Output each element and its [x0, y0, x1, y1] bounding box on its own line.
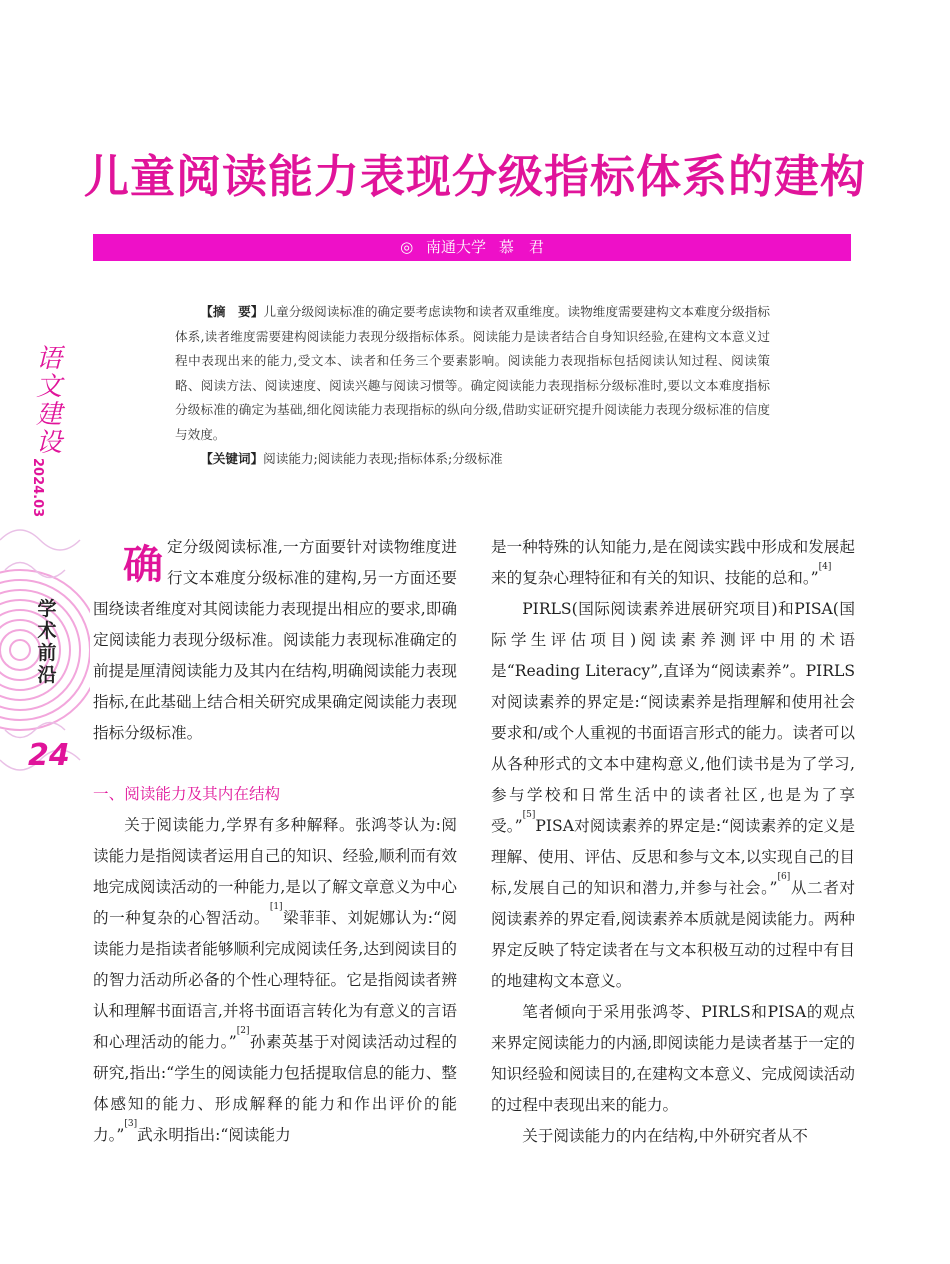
- author-name: 慕 君: [498, 238, 544, 256]
- intro-paragraph: [93, 532, 457, 749]
- body-paragraph: [93, 810, 457, 1151]
- keywords-text: 阅读能力;阅读能力表现;指标体系;分级标准: [263, 451, 503, 466]
- citation-ref: [1]: [269, 902, 283, 912]
- article-title: 儿童阅读能力表现分级指标体系的建构: [83, 150, 866, 203]
- paragraph-text: PISA对阅读素养的界定是:“阅读素养的定义是理解、使用、评估、反思和参与文本,以实现自己的目标,发展自己的知识和潜力,并参与社会。”: [491, 817, 855, 897]
- paragraph-text: 梁菲菲、刘妮娜认为:“阅读能力是指读者能够顺利完成阅读任务,达到阅读目的的智力活动所必备的个性心理特征。它是指阅读者辨认和理解书面语言,并将书面语言转化为有意义的言语和心理活动的能力。”: [93, 909, 457, 1051]
- body-paragraph: 关于阅读能力的内在结构,中外研究者从不: [522, 1127, 808, 1145]
- keywords-line: [175, 447, 770, 472]
- body-paragraph: [491, 594, 855, 997]
- paragraph-text: 关于阅读能力,学界有多种解释。张鸿苓认为:阅读能力是指阅读者运用自己的知识、经验,顺利而有效地完成阅读活动的一种能力,是以了解文章意义为中心的一种复杂的心智活动。: [93, 816, 457, 927]
- page-number: 24: [28, 738, 70, 773]
- paragraph-text: 从二者对阅读素养的界定看,阅读素养本质就是阅读能力。两种界定反映了特定读者在与文本积极互动的过程中有目的地建构文本意义。: [491, 879, 855, 990]
- intro-text: 定分级阅读标准,一方面要针对读物维度进行文本难度分级标准的建构,另一方面还要围绕读者维度对其阅读能力表现提出相应的要求,即确定阅读能力表现分级标准。阅读能力表现标准确定的前提是厘清阅读能力及其内在结构,明确阅读能力表现指标,在此基础上结合相关研究成果确定阅读能力表现指标分级标准。: [93, 538, 457, 742]
- abstract-label: 【摘 要】: [200, 304, 264, 319]
- paragraph-text: 是一种特殊的认知能力,是在阅读实践中形成和发展起来的复杂心理特征和有关的知识、技能的总和。”: [491, 538, 855, 587]
- body-paragraph: [491, 532, 855, 594]
- issue-date: 2024.03: [30, 458, 45, 518]
- journal-name-char: 设: [35, 428, 62, 458]
- paragraph-text: PIRLS(国际阅读素养进展研究项目)和PISA(国际学生评估项目)阅读素养测评中用的术语是“Reading Literacy”,直译为“阅读素养”。PIRLS对阅读素养的界定是:“阅读素养是指理解和使用社会要求和/或个人重视的书面语言形式的能力。读者可以从各种形式的文本中建构意义,他们读书是为了学习,参与学校和日常生活中的读者社区,也是为了享受。”: [491, 600, 855, 835]
- section-heading: 一、阅读能力及其内在结构: [93, 785, 281, 803]
- citation-ref: [3]: [124, 1119, 138, 1129]
- journal-name-char: 建: [35, 400, 62, 430]
- author-banner: [93, 234, 851, 261]
- abstract-block: [175, 300, 770, 472]
- drop-cap: 确: [123, 542, 163, 588]
- paragraph-text: 孙素英基于对阅读活动过程的研究,指出:“学生的阅读能力包括提取信息的能力、整体感知的能力、形成解释的能力和作出评价的能力。”: [93, 1033, 457, 1144]
- journal-name-char: 语: [35, 344, 62, 374]
- keywords-label: 【关键词】: [200, 451, 264, 466]
- body-column-right: [491, 532, 855, 1152]
- body-column-left: [93, 532, 457, 1151]
- author-affiliation: 南通大学: [426, 238, 487, 256]
- abstract-paragraph: [175, 300, 770, 447]
- section-name: 学术前沿: [37, 598, 57, 686]
- citation-ref: [4]: [818, 562, 832, 572]
- abstract-text: 儿童分级阅读标准的确定要考虑读物和读者双重维度。读物维度需要建构文本难度分级指标体系,读者维度需要建构阅读能力表现分级指标体系。阅读能力是读者结合自身知识经验,在建构文本意义过程中表现出来的能力,受文本、读者和任务三个要素影响。阅读能力表现指标包括阅读认知过程、阅读策略、阅读方法、阅读速度、阅读兴趣与阅读习惯等。确定阅读能力表现指标分级标准时,要以文本难度指标分级标准的确定为基础,细化阅读能力表现指标的纵向分级,借助实证研究提升阅读能力表现分级标准的信度与效度。: [175, 304, 771, 442]
- paragraph-text: 武永明指出:“阅读能力: [137, 1126, 291, 1144]
- citation-ref: [2]: [236, 1026, 250, 1036]
- citation-ref: [6]: [777, 872, 791, 882]
- circle-mark-icon: ◎: [400, 238, 414, 256]
- citation-ref: [5]: [522, 810, 536, 820]
- journal-name-char: 文: [35, 372, 62, 402]
- body-paragraph: 笔者倾向于采用张鸿苓、PIRLS和PISA的观点来界定阅读能力的内涵,即阅读能力是读者基于一定的知识经验和阅读目的,在建构文本意义、完成阅读活动的过程中表现出来的能力。: [491, 1003, 855, 1114]
